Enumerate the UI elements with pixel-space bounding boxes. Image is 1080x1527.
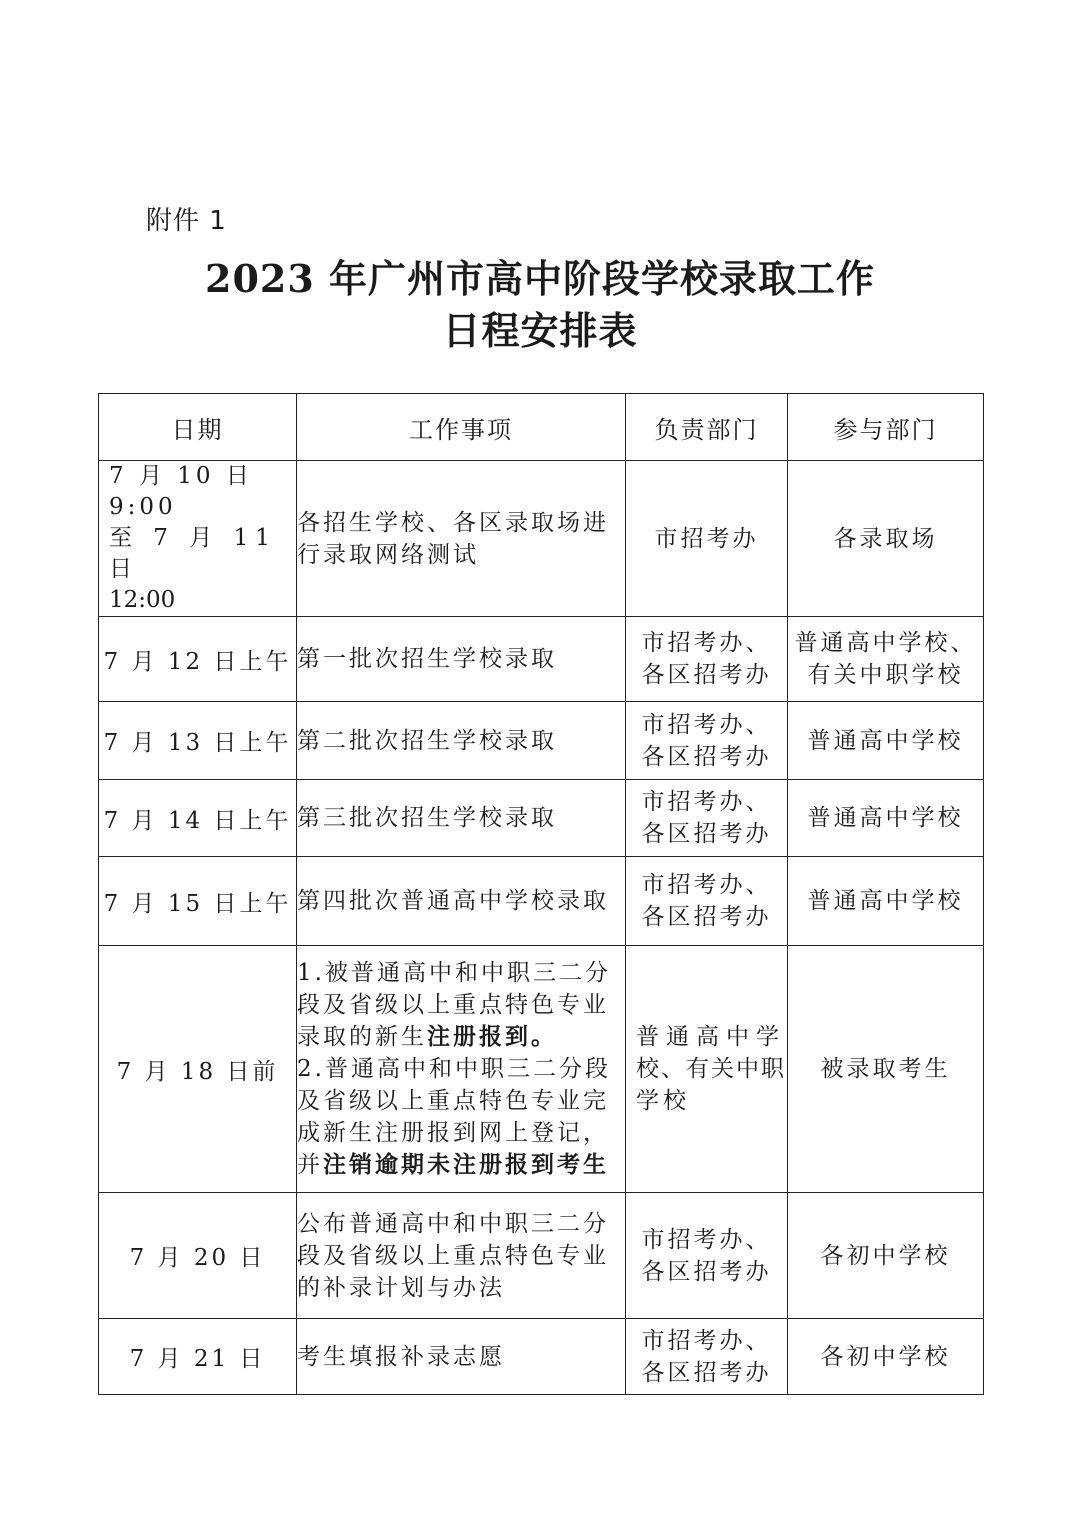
resp-line: 各区招考办 [641,662,772,688]
participating-dept-cell [788,702,984,780]
header-participating-dept: 参与部门 [788,394,984,461]
attachment-label: 附件 1 [146,206,227,236]
participating-dept-cell [788,780,984,857]
part-line: 普通高中学校 [807,888,964,914]
responsible-dept-cell [626,946,788,1193]
table-row [99,702,984,780]
resp-line: 市招考办 [654,525,759,552]
page-title-line-2: 日程安排表 [442,308,638,353]
resp-line: 各区招考办 [641,904,772,930]
date-line: 7 月 10 日 9:00 [109,463,253,520]
resp-line: 市招考办、 [641,630,772,656]
page-title-line-1: 2023 年广州市高中阶段学校录取工作 [205,256,875,301]
work-item-cell: 第一批次招生学校录取 [297,617,626,702]
resp-line: 各区招考办 [641,821,772,847]
responsible-dept-cell [626,617,788,702]
date-line: 12:00 [109,587,176,613]
table-row [99,946,984,1193]
resp-line: 学校 [636,1088,690,1114]
date-cell [99,461,297,617]
table-row [99,857,984,946]
participating-dept-cell [788,617,984,702]
part-line: 有关中职学校 [807,662,964,688]
resp-line: 普通高中学 [636,1024,786,1050]
resp-line: 各区招考办 [641,1359,772,1386]
part-line: 普通高中学校 [807,805,964,831]
work-item-cell: 各招生学校、各区录取场进行录取网络测试 [297,461,626,617]
item-text-bold: 注册报到。 [427,1023,557,1050]
responsible-dept-cell [626,857,788,946]
date-cell: 7 月 15 日上午 [99,857,297,946]
part-line: 普通高中学校、 [794,630,977,656]
work-item-cell [297,946,626,1193]
work-item-cell: 公布普通高中和中职三二分段及省级以上重点特色专业的补录计划与办法 [297,1193,626,1319]
part-line: 各录取场 [833,525,938,552]
date-cell: 7 月 12 日上午 [99,617,297,702]
part-line: 普通高中学校 [807,727,964,754]
part-line: 各初中学校 [820,1343,951,1370]
date-cell: 7 月 20 日 [99,1193,297,1319]
date-cell: 7 月 18 日前 [99,946,297,1193]
table-row [99,1319,984,1395]
table-row [99,780,984,857]
resp-line: 校、有关中职 [636,1056,786,1082]
table-header-row [99,394,984,461]
header-work-item: 工作事项 [297,394,626,461]
work-item-cell: 第二批次招生学校录取 [297,702,626,780]
item-text: 1.被普通高中和中职三二分段及省级以上重点特色专业录取的新生 [297,960,611,1050]
table-row [99,617,984,702]
resp-line: 市招考办、 [641,1226,772,1253]
work-item-cell: 第三批次招生学校录取 [297,780,626,857]
participating-dept-cell [788,1319,984,1395]
responsible-dept-cell [626,780,788,857]
date-cell: 7 月 21 日 [99,1319,297,1395]
header-responsible-dept: 负责部门 [626,394,788,461]
participating-dept-cell [788,857,984,946]
resp-line: 市招考办、 [641,872,772,898]
schedule-table [98,393,984,1395]
work-item-cell: 考生填报补录志愿 [297,1319,626,1395]
participating-dept-cell [788,1193,984,1319]
date-cell: 7 月 13 日上午 [99,702,297,780]
resp-line: 各区招考办 [641,743,772,770]
header-date: 日期 [99,394,297,461]
participating-dept-cell [788,461,984,617]
part-line: 各初中学校 [820,1242,951,1269]
resp-line: 市招考办、 [641,711,772,738]
responsible-dept-cell [626,702,788,780]
table-row [99,461,984,617]
resp-line: 各区招考办 [641,1258,772,1285]
resp-line: 市招考办、 [641,1327,772,1354]
date-cell: 7 月 14 日上午 [99,780,297,857]
resp-line: 市招考办、 [641,789,772,815]
participating-dept-cell [788,946,984,1193]
item-text: 2.普通高中和中职三二分段及省级以上重点特色专业完成新生注册报到网上登记，并 [297,1056,611,1178]
part-line: 被录取考生 [820,1056,951,1082]
table-row [99,1193,984,1319]
responsible-dept-cell [626,1193,788,1319]
responsible-dept-cell [626,461,788,617]
item-text-bold: 注销逾期未注册报到考生 [323,1151,609,1178]
responsible-dept-cell [626,1319,788,1395]
date-line: 至 7 月 11 日 [109,525,277,582]
work-item-cell: 第四批次普通高中学校录取 [297,857,626,946]
